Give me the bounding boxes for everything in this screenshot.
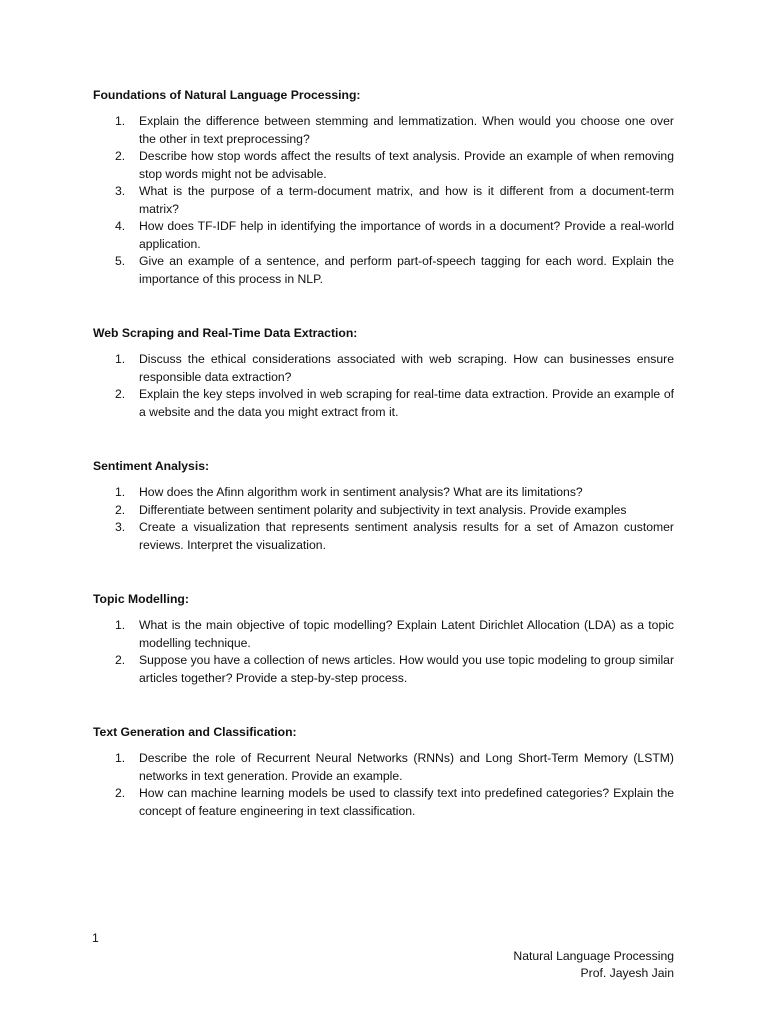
- list-item: [93, 617, 674, 652]
- document-body: [93, 86, 674, 856]
- question-text: Describe how stop words affect the results of text analysis. Provide an example of when removing stop words might not be advisable.: [139, 149, 674, 181]
- section-heading: Web Scraping and Real-Time Data Extraction:: [93, 326, 358, 340]
- question-list: [93, 750, 674, 820]
- question-text: Give an example of a sentence, and perform part-of-speech tagging for each word. Explain the importance of this process in NLP.: [139, 254, 674, 286]
- question-number: 2.: [115, 387, 126, 401]
- section-topic-modelling: [93, 590, 674, 687]
- section-heading: Topic Modelling:: [93, 592, 189, 606]
- question-number: 3.: [115, 184, 126, 198]
- section-text-generation: [93, 723, 674, 820]
- question-number: 4.: [115, 219, 126, 233]
- list-item: [93, 183, 674, 218]
- question-text: How does the Afinn algorithm work in sentiment analysis? What are its limitations?: [139, 485, 583, 499]
- list-item: [93, 218, 674, 253]
- section-nlp-foundations: [93, 86, 674, 288]
- question-list: [93, 351, 674, 421]
- question-number: 2.: [115, 786, 126, 800]
- list-item: [93, 253, 674, 288]
- question-number: 3.: [115, 520, 126, 534]
- question-number: 5.: [115, 254, 126, 268]
- footer-author: Prof. Jayesh Jain: [580, 966, 674, 980]
- question-list: [93, 113, 674, 288]
- question-text: Explain the difference between stemming and lemmatization. When would you choose one over the other in text preprocessing?: [139, 114, 674, 146]
- question-list: [93, 484, 674, 554]
- list-item: [93, 484, 674, 502]
- question-text: Explain the key steps involved in web scraping for real-time data extraction. Provide an example of a website and the data you might extract from it.: [139, 387, 674, 419]
- question-number: 2.: [115, 653, 126, 667]
- question-text: What is the main objective of topic modelling? Explain Latent Dirichlet Allocation (LDA) as a topic modelling technique.: [139, 618, 674, 650]
- question-number: 2.: [115, 149, 126, 163]
- section-heading: Sentiment Analysis:: [93, 459, 210, 473]
- list-item: [93, 652, 674, 687]
- question-text: Discuss the ethical considerations associated with web scraping. How can businesses ensure responsible data extraction?: [139, 352, 674, 384]
- question-number: 1.: [115, 352, 126, 366]
- footer-course-name: Natural Language Processing: [513, 949, 674, 963]
- question-text: Suppose you have a collection of news articles. How would you use topic modeling to group similar articles together? Provide a step-by-step process.: [139, 653, 674, 685]
- question-text: What is the purpose of a term-document matrix, and how is it different from a document-term matrix?: [139, 184, 674, 216]
- question-number: 1.: [115, 751, 126, 765]
- list-item: [93, 148, 674, 183]
- question-number: 2.: [115, 502, 126, 517]
- list-item: [93, 502, 674, 520]
- question-text: Differentiate between sentiment polarity and subjectivity in text analysis. Provide examples: [139, 502, 627, 517]
- section-web-scraping: [93, 324, 674, 421]
- question-list: [93, 617, 674, 687]
- list-item: [93, 519, 674, 554]
- list-item: [93, 386, 674, 421]
- list-item: [93, 351, 674, 386]
- question-number: 1.: [115, 618, 126, 632]
- section-heading: Foundations of Natural Language Processing:: [93, 88, 361, 102]
- question-number: 1.: [115, 114, 126, 128]
- list-item: [93, 113, 674, 148]
- section-heading: Text Generation and Classification:: [93, 725, 297, 739]
- section-sentiment-analysis: [93, 457, 674, 554]
- question-text: How does TF-IDF help in identifying the importance of words in a document? Provide a real-world application.: [139, 219, 674, 251]
- list-item: [93, 785, 674, 820]
- page-footer: [513, 948, 674, 982]
- question-number: 1.: [115, 485, 126, 499]
- question-text: Create a visualization that represents sentiment analysis results for a set of Amazon customer reviews. Interpret the visualization.: [139, 520, 674, 552]
- page-number: 1: [92, 931, 99, 945]
- question-text: How can machine learning models be used to classify text into predefined categories? Explain the concept of feature engineering in text classification.: [139, 786, 674, 818]
- question-text: Describe the role of Recurrent Neural Networks (RNNs) and Long Short-Term Memory (LSTM) networks in text generation. Provide an example.: [139, 751, 674, 783]
- list-item: [93, 750, 674, 785]
